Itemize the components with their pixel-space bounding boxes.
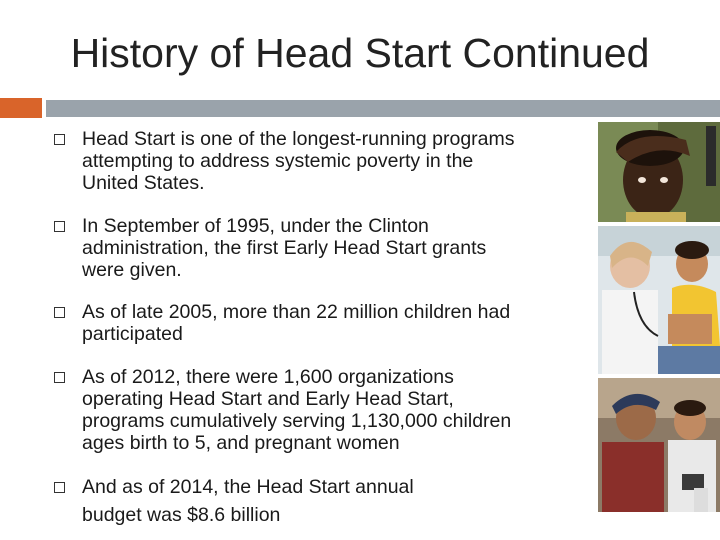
photo-man-and-boy — [598, 378, 720, 512]
bullet-line: administration, the first Early Head Start grants — [82, 237, 487, 259]
bullet-line: operating Head Start and Early Head Start, — [82, 388, 454, 410]
header-divider-bar — [46, 100, 720, 117]
bullet-line: programs cumulatively serving 1,130,000 children — [82, 410, 512, 432]
bullet-line: ages birth to 5, and pregnant women — [82, 432, 400, 454]
bullet-line: budget was $8.6 billion — [82, 504, 281, 526]
bullet-line: were given. — [82, 259, 182, 281]
accent-bar — [0, 98, 42, 118]
bullet-item — [54, 366, 511, 454]
bullet-line: As of late 2005, more than 22 million children had — [82, 301, 511, 323]
square-bullet-icon — [54, 221, 65, 232]
bullet-item — [54, 473, 414, 529]
bullet-line: And as of 2014, the Head Start annual — [82, 476, 414, 498]
bullet-line: United States. — [82, 172, 205, 194]
square-bullet-icon — [54, 134, 65, 145]
photo-child-saluting — [598, 122, 720, 222]
photo-doctor-with-child — [598, 226, 720, 374]
square-bullet-icon — [54, 482, 65, 493]
slide-title: History of Head Start Continued — [70, 30, 650, 76]
bullet-line: attempting to address systemic poverty in the — [82, 150, 474, 172]
square-bullet-icon — [54, 372, 65, 383]
bullet-line: Head Start is one of the longest-running programs — [82, 128, 515, 150]
bullet-line: In September of 1995, under the Clinton — [82, 215, 429, 237]
bullet-item — [54, 215, 486, 281]
bullet-line: As of 2012, there were 1,600 organizations — [82, 366, 454, 388]
bullet-line: participated — [82, 323, 183, 345]
bullet-item — [54, 301, 510, 345]
square-bullet-icon — [54, 307, 65, 318]
bullet-item — [54, 128, 515, 194]
